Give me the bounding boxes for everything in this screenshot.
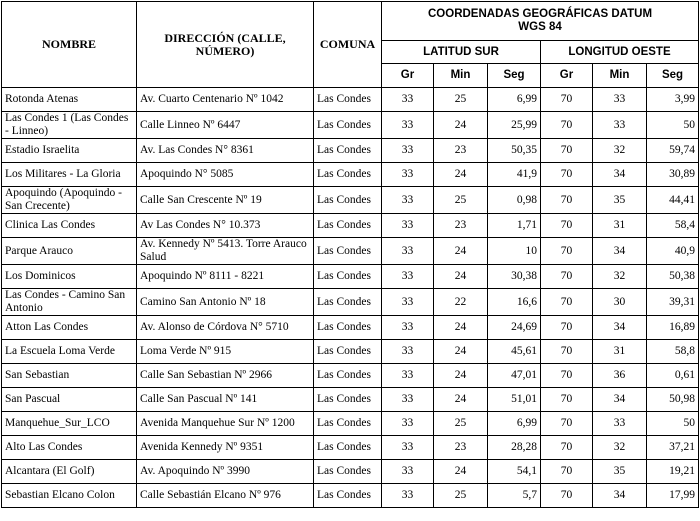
table-row [2,436,699,460]
cell-direccion: Calle Linneo Nº 6447 [137,112,314,139]
cell-comuna: Las Condes [314,214,382,238]
cell-lon-seg: 50 [647,412,699,436]
table-row [2,340,699,364]
cell-nombre: Las Condes 1 (Las Condes - Linneo) [2,112,137,139]
cell-lat-gr: 33 [382,340,434,364]
cell-lat-seg: 54,1 [488,460,541,484]
cell-lon-min: 33 [593,112,647,139]
cell-lon-seg: 37,21 [647,436,699,460]
cell-lon-gr: 70 [541,412,593,436]
cell-direccion: Av Las Condes N° 10.373 [137,214,314,238]
cell-lon-min: 30 [593,289,647,316]
header-nombre: NOMBRE [2,2,137,88]
cell-lat-min: 22 [434,289,488,316]
cell-lat-min: 24 [434,460,488,484]
cell-comuna: Las Condes [314,187,382,214]
cell-lat-seg: 1,71 [488,214,541,238]
cell-nombre: Los Dominicos [2,265,137,289]
table-row [2,88,699,112]
cell-comuna: Las Condes [314,88,382,112]
header-lat-gr: Gr [382,64,434,88]
cell-lat-gr: 33 [382,460,434,484]
cell-lat-seg: 45,61 [488,340,541,364]
cell-lat-min: 25 [434,88,488,112]
table-row [2,265,699,289]
cell-lon-seg: 19,21 [647,460,699,484]
cell-lat-min: 25 [434,187,488,214]
cell-direccion: Apoquindo N° 5085 [137,163,314,187]
cell-lon-seg: 39,31 [647,289,699,316]
cell-lat-gr: 33 [382,214,434,238]
cell-comuna: Las Condes [314,139,382,163]
cell-lat-min: 24 [434,316,488,340]
cell-lat-gr: 33 [382,412,434,436]
cell-lon-seg: 50,98 [647,388,699,412]
cell-direccion: Av. Kennedy Nº 5413. Torre Arauco Salud [137,238,314,265]
cell-direccion: Apoquindo Nº 8111 - 8221 [137,265,314,289]
cell-lat-seg: 28,28 [488,436,541,460]
cell-lat-gr: 33 [382,484,434,508]
header-lon-gr: Gr [541,64,593,88]
table-row [2,460,699,484]
cell-lat-seg: 51,01 [488,388,541,412]
cell-lat-gr: 33 [382,364,434,388]
cell-nombre: Las Condes - Camino San Antonio [2,289,137,316]
cell-lat-min: 23 [434,139,488,163]
cell-lon-min: 34 [593,484,647,508]
header-latitud: LATITUD SUR [382,41,541,64]
table-row [2,112,699,139]
table-row [2,484,699,508]
cell-lat-gr: 33 [382,436,434,460]
cell-direccion: Avenida Kennedy Nº 9351 [137,436,314,460]
cell-lon-seg: 59,74 [647,139,699,163]
cell-lat-min: 23 [434,436,488,460]
cell-lat-gr: 33 [382,289,434,316]
cell-comuna: Las Condes [314,436,382,460]
header-lat-seg: Seg [488,64,541,88]
cell-lat-gr: 33 [382,316,434,340]
cell-lon-min: 35 [593,187,647,214]
cell-comuna: Las Condes [314,340,382,364]
cell-lon-min: 35 [593,460,647,484]
cell-comuna: Las Condes [314,484,382,508]
cell-comuna: Las Condes [314,265,382,289]
cell-lon-seg: 17,99 [647,484,699,508]
cell-lon-gr: 70 [541,187,593,214]
header-longitud: LONGITUD OESTE [541,41,699,64]
cell-nombre: Atton Las Condes [2,316,137,340]
table-body [2,88,699,508]
table-row [2,289,699,316]
cell-comuna: Las Condes [314,412,382,436]
cell-lat-min: 24 [434,265,488,289]
cell-lat-seg: 41,9 [488,163,541,187]
cell-lat-seg: 6,99 [488,412,541,436]
cell-comuna: Las Condes [314,460,382,484]
cell-direccion: Camino San Antonio Nº 18 [137,289,314,316]
cell-lat-seg: 10 [488,238,541,265]
cell-lon-gr: 70 [541,112,593,139]
cell-lat-seg: 5,7 [488,484,541,508]
cell-direccion: Av. Las Condes N° 8361 [137,139,314,163]
cell-lat-seg: 30,38 [488,265,541,289]
cell-lon-min: 31 [593,340,647,364]
cell-lat-min: 23 [434,214,488,238]
cell-lat-min: 25 [434,484,488,508]
cell-lon-min: 34 [593,316,647,340]
cell-nombre: Alcantara (El Golf) [2,460,137,484]
cell-nombre: La Escuela Loma Verde [2,340,137,364]
cell-lat-seg: 25,99 [488,112,541,139]
cell-lon-seg: 44,41 [647,187,699,214]
cell-lon-min: 33 [593,412,647,436]
cell-nombre: Clinica Las Condes [2,214,137,238]
table-row [2,163,699,187]
cell-direccion: Calle San Pascual Nº 141 [137,388,314,412]
header-lat-min: Min [434,64,488,88]
table-row [2,187,699,214]
cell-lat-min: 24 [434,340,488,364]
table-row [2,214,699,238]
cell-lon-min: 33 [593,88,647,112]
table-row [2,316,699,340]
table-row [2,388,699,412]
header-comuna: COMUNA [314,2,382,88]
cell-lon-seg: 16,89 [647,316,699,340]
cell-lon-gr: 70 [541,484,593,508]
cell-lon-seg: 50 [647,112,699,139]
cell-comuna: Las Condes [314,364,382,388]
cell-direccion: Loma Verde Nº 915 [137,340,314,364]
cell-lat-min: 24 [434,112,488,139]
cell-lat-gr: 33 [382,238,434,265]
cell-lat-seg: 50,35 [488,139,541,163]
cell-lon-seg: 3,99 [647,88,699,112]
cell-nombre: San Pascual [2,388,137,412]
cell-nombre: Alto Las Condes [2,436,137,460]
cell-lon-gr: 70 [541,460,593,484]
coordinates-table [1,1,699,508]
cell-direccion: Calle San Sebastian Nº 2966 [137,364,314,388]
cell-comuna: Las Condes [314,163,382,187]
cell-nombre: Sebastian Elcano Colon [2,484,137,508]
table-row [2,139,699,163]
cell-lon-gr: 70 [541,289,593,316]
cell-lat-min: 24 [434,364,488,388]
cell-lon-min: 32 [593,436,647,460]
cell-lon-min: 31 [593,214,647,238]
cell-direccion: Av. Cuarto Centenario Nº 1042 [137,88,314,112]
cell-lon-seg: 30,89 [647,163,699,187]
cell-lat-gr: 33 [382,112,434,139]
cell-lon-min: 32 [593,265,647,289]
cell-nombre: San Sebastian [2,364,137,388]
cell-lat-gr: 33 [382,265,434,289]
cell-lon-seg: 58,8 [647,340,699,364]
table-row [2,238,699,265]
cell-lat-seg: 47,01 [488,364,541,388]
cell-comuna: Las Condes [314,112,382,139]
cell-direccion: Av. Apoquindo Nº 3990 [137,460,314,484]
cell-lon-min: 34 [593,163,647,187]
cell-nombre: Parque Arauco [2,238,137,265]
cell-lon-gr: 70 [541,88,593,112]
cell-nombre: Manquehue_Sur_LCO [2,412,137,436]
cell-direccion: Avenida Manquehue Sur Nº 1200 [137,412,314,436]
cell-lon-gr: 70 [541,388,593,412]
cell-lon-min: 34 [593,388,647,412]
cell-lon-gr: 70 [541,364,593,388]
cell-lon-seg: 40,9 [647,238,699,265]
cell-lon-min: 32 [593,139,647,163]
cell-lon-gr: 70 [541,265,593,289]
cell-comuna: Las Condes [314,238,382,265]
cell-lon-gr: 70 [541,340,593,364]
cell-lon-gr: 70 [541,139,593,163]
cell-direccion: Av. Alonso de Córdova N° 5710 [137,316,314,340]
cell-lon-gr: 70 [541,163,593,187]
cell-lat-seg: 24,69 [488,316,541,340]
cell-lon-seg: 0,61 [647,364,699,388]
cell-lat-gr: 33 [382,163,434,187]
cell-lat-min: 24 [434,388,488,412]
cell-lat-min: 24 [434,238,488,265]
table-row [2,412,699,436]
cell-lon-gr: 70 [541,316,593,340]
header-coordenadas: COORDENADAS GEOGRÁFICAS DATUM WGS 84 [382,2,699,41]
cell-lat-gr: 33 [382,88,434,112]
cell-lon-min: 36 [593,364,647,388]
cell-lon-gr: 70 [541,214,593,238]
cell-nombre: Rotonda Atenas [2,88,137,112]
cell-lon-seg: 58,4 [647,214,699,238]
cell-comuna: Las Condes [314,388,382,412]
table-row [2,364,699,388]
header-direccion: DIRECCIÓN (CALLE, NÚMERO) [137,2,314,88]
cell-lat-seg: 16,6 [488,289,541,316]
cell-comuna: Las Condes [314,316,382,340]
header-lon-min: Min [593,64,647,88]
cell-lat-gr: 33 [382,388,434,412]
cell-lat-seg: 0,98 [488,187,541,214]
cell-direccion: Calle San Crescente Nº 19 [137,187,314,214]
cell-nombre: Los Militares - La Gloria [2,163,137,187]
cell-comuna: Las Condes [314,289,382,316]
cell-lon-gr: 70 [541,436,593,460]
cell-lat-gr: 33 [382,139,434,163]
cell-lat-gr: 33 [382,187,434,214]
header-lon-seg: Seg [647,64,699,88]
cell-lon-gr: 70 [541,238,593,265]
cell-lat-min: 25 [434,412,488,436]
cell-nombre: Apoquindo (Apoquindo - San Crecente) [2,187,137,214]
cell-direccion: Calle Sebastián Elcano Nº 976 [137,484,314,508]
cell-lon-seg: 50,38 [647,265,699,289]
cell-lon-min: 34 [593,238,647,265]
cell-lat-seg: 6,99 [488,88,541,112]
cell-nombre: Estadio Israelita [2,139,137,163]
cell-lat-min: 24 [434,163,488,187]
